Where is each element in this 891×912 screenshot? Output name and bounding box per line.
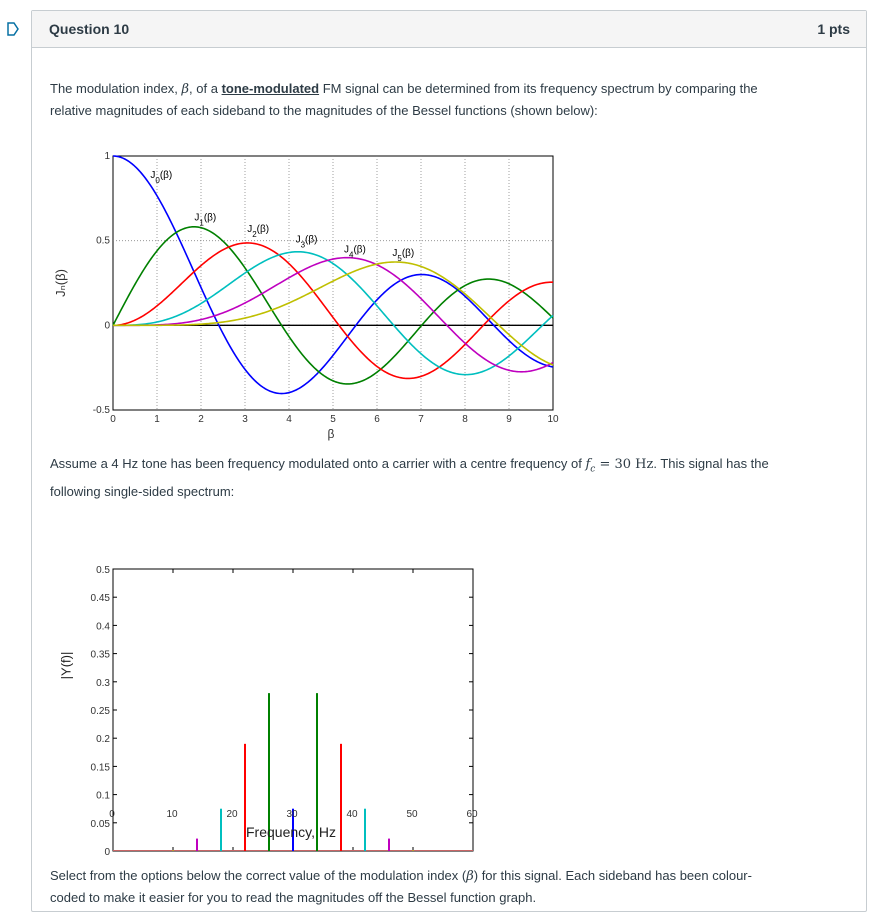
spectrum-y-tick-label: 0.15 [90,762,110,774]
tone-modulated-term: tone-modulated [221,81,320,96]
bessel-y-tick-label: -0.5 [92,405,110,416]
bessel-x-tick-label: 0 [110,414,116,425]
bessel-y-tick-label: 0.5 [96,235,110,247]
spectrum-chart [60,519,500,858]
spectrum-x-tick-label: 60 [466,809,478,820]
bessel-x-axis-label: β [327,427,335,441]
spectrum-y-tick-label: 0.05 [90,818,110,830]
bessel-x-tick-label: 4 [286,414,292,425]
intro-text: The modulation index, β, of a tone-modulated FM signal can be determined from its frequency spectrum by comparing the relative magnitudes of each sideband to the magnitudes of the Bessel functions (shown below): [50,81,758,118]
bessel-x-tick-label: 8 [462,414,468,425]
spectrum-x-tick-label: 10 [166,809,178,820]
bessel-x-tick-label: 5 [330,414,336,425]
spectrum-y-tick-label: 0.4 [96,621,110,633]
spectrum-y-tick-label: 0.45 [90,593,110,605]
spectrum-x-tick-label: 40 [346,809,358,820]
assume-text: Assume a 4 Hz tone has been frequency modulated onto a carrier with a centre frequency of $f_c = 30$ Hz. This signal has the following single-sided spectrum: [50,456,769,499]
bessel-x-tick-label: 7 [418,414,424,425]
bessel-x-tick-label: 6 [374,414,380,425]
bessel-x-tick-label: 10 [547,414,559,425]
spectrum-y-tick-label: 0.5 [96,565,110,576]
bessel-curve-label-j4: $J_4(\beta)$ [344,244,366,260]
spectrum-y-tick-label: 0 [104,847,110,858]
question-card [31,10,867,912]
question-header [32,11,866,48]
select-text: Select from the options below the correct value of the modulation index (β) for this signal. Each sideband has been colour- coded to make it easier for you to read the magnitudes off the Bessel function graph. [50,868,752,905]
bessel-curve-label-j3: $J_3(\beta)$ [295,234,318,249]
spectrum-y-tick-label: 0.35 [90,649,110,661]
question-title: Question 10 [49,21,130,37]
bessel-x-tick-label: 2 [198,414,204,425]
bessel-curve-label-j0: $J_0(\beta)$ [150,170,173,185]
spectrum-y-tick-label: 0.2 [96,734,110,746]
question-points: 1 pts [817,21,850,37]
spectrum-y-tick-label: 0.25 [90,706,110,717]
bessel-x-tick-label: 3 [242,414,248,425]
spectrum-x-axis-label: Frequency, Hz [246,824,336,840]
bessel-curve-label-j5: $J_5(\beta)$ [392,247,415,263]
bessel-y-tick-label: 0 [104,320,110,332]
bessel-y-axis-label: Jₙ(β) [53,269,68,297]
spectrum-x-tick-label: 0 [109,809,115,820]
bessel-x-tick-label: 1 [154,414,160,425]
spectrum-x-tick-label: 30 [286,809,298,820]
bessel-x-tick-label: 9 [506,414,512,425]
bessel-y-tick-label: 1 [104,151,110,162]
bessel-curve-label-j2: $J_2(\beta)$ [247,224,270,239]
spectrum-y-tick-label: 0.1 [96,790,110,802]
spectrum-y-tick-label: 0.3 [96,677,110,689]
bessel-curve-label-j1: $J_1(\beta)$ [194,212,217,227]
spectrum-x-tick-label: 20 [226,809,238,820]
flag-question-icon[interactable] [6,22,20,36]
spectrum-x-tick-label: 50 [406,809,418,820]
spectrum-y-axis-label: |Y(f)| [58,651,74,680]
bessel-function-chart [53,142,590,442]
